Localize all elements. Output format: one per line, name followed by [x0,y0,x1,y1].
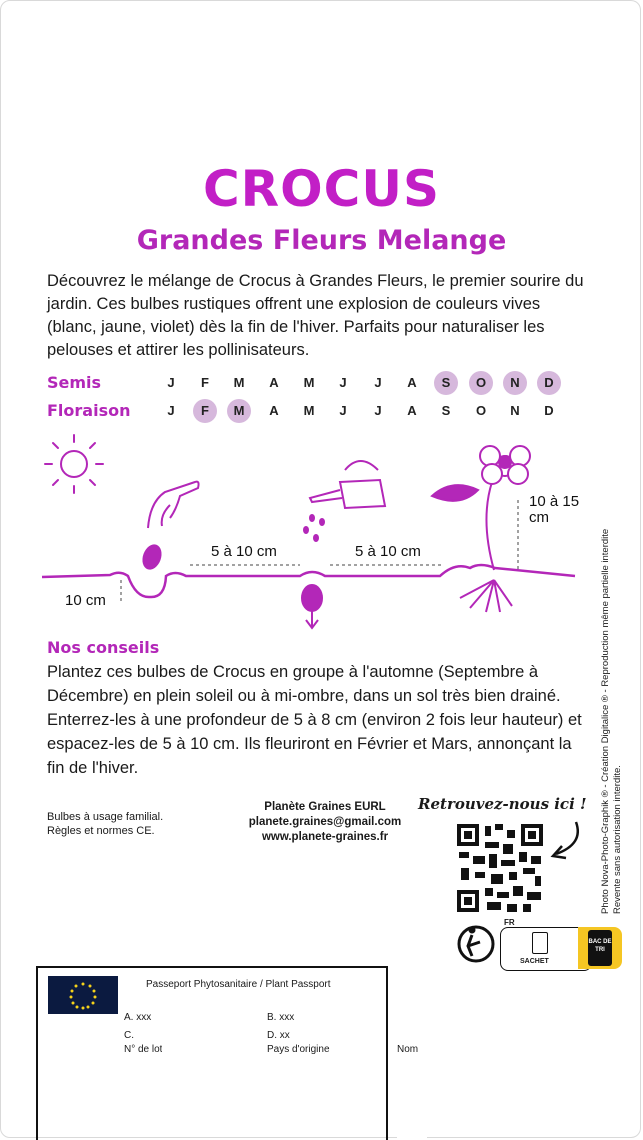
calendar-month: A [269,375,279,390]
calendar-month: F [193,399,217,423]
calendar-label-semis: Semis [47,373,102,392]
product-subtitle: Grandes Fleurs Melange [136,225,507,256]
passport-a: A. xxx [124,1012,152,1023]
passport-c: C. [124,1030,134,1041]
calendar-month: J [167,403,175,418]
calendar-month: J [339,375,347,390]
passport-title: Passeport Phytosanitaire / Plant Passport [146,979,331,990]
calendar-month: M [227,399,251,423]
calendar-month: N [503,371,527,395]
triman-icon [456,922,496,968]
calendar-month: J [374,403,382,418]
sprouting-bulb-icon [302,585,322,628]
company-website[interactable]: www.planete-graines.fr [261,831,389,843]
passport-d: D. xx [267,1030,290,1041]
depth-label: 10 cm [65,592,106,609]
calendar-month: N [510,403,520,418]
calendar-month: M [233,375,245,390]
calendar-month: M [303,375,315,390]
watering-can-icon [310,461,385,508]
passport-nom-area [397,1044,427,1140]
calendar-month: D [544,403,554,418]
passport-lot: N° de lot [124,1044,163,1054]
spacing-label-2: 5 à 10 cm [355,543,421,560]
passport-nom: Nom [397,1044,419,1055]
water-drops-icon [303,514,325,542]
calendar-month: D [537,371,561,395]
retrouvez-label: Retrouvez-nous ici ! [418,795,587,813]
calendar-month: A [269,403,279,418]
advice-heading: Nos conseils [47,638,160,657]
usage-line-1: Bulbes à usage familial. [47,811,164,823]
company-email[interactable]: planete.graines@gmail.com [248,816,402,828]
advice-text: Plantez ces bulbes de Crocus en groupe à l'automne (Septembre à Décembre) en plein soleil ou à mi-ombre, dans un sol très bien drainé. Enterrez-les à une profondeur de 5 à 8 cm (environ 2 fois leur hauteur) et espacez-les de 5 à 10 cm. Ils fleuriront en Février et Mars, annonçant la fin de l'hiver. [47,663,582,777]
plant-passport [36,966,388,1140]
product-title: CROCUS [202,160,440,218]
calendar-month: O [469,371,493,395]
side-text-1: Photo Nova-Photo-Graphik ® - Création Digitalice ® - Reproduction même partielle interdite [600,528,611,914]
company-name: Planète Graines EURL [264,801,386,813]
product-description: Découvrez le mélange de Crocus à Grandes Fleurs, le premier sourire du jardin. Ces bulbes rustiques offrent une explosion de couleurs vives (blanc, jaune, violet) dès la fin de l'hiver. Parfaits pour naturaliser les pelouses et attirer les pollinisateurs. [47,272,584,359]
usage-line-2: Règles et normes CE. [47,825,155,837]
calendar-month: O [475,403,487,418]
recycle-label [500,918,622,971]
spacing-label-1: 5 à 10 cm [211,543,277,560]
calendar-month: J [374,375,382,390]
qr-code-icon[interactable] [455,822,545,914]
calendar-month: F [201,375,209,390]
fr-label: FR [504,918,515,927]
passport-origin: Pays d'origine [267,1044,330,1054]
sun-icon [45,435,103,493]
eu-flag-icon [48,976,118,1014]
calendar-label-floraison: Floraison [47,401,131,420]
passport-b: B. xxx [267,1012,295,1023]
calendar-month: S [441,403,451,418]
flower-icon [432,446,530,612]
height-label: 10 à 15 cm [529,493,580,526]
hand-icon [148,482,199,528]
side-legal-text [600,520,622,920]
calendar-month: A [407,375,417,390]
calendar-month: S [434,371,458,395]
calendar-month: J [339,403,347,418]
side-text-2: Revente sans autorisation interdite. [612,765,623,914]
calendar-month: A [407,403,417,418]
calendar-month: M [303,403,315,418]
sachet-label: SACHET [520,958,549,965]
sachet-icon [532,932,548,954]
bac-de-tri-icon: BAC DE TRI [588,930,612,966]
calendar-month: J [167,375,175,390]
arrow-icon [548,818,588,863]
bulb-icon [139,542,165,573]
company-info [220,800,430,845]
